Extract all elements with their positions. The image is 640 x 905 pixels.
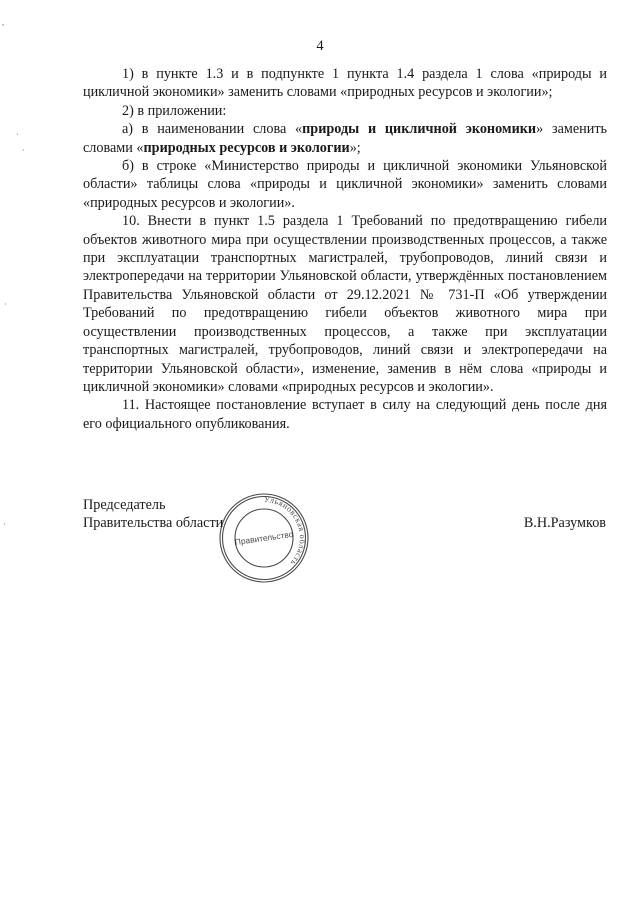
paragraph-3-text-c: » заменить словами «: [83, 121, 607, 156]
signer-title-line-2: Правительства области: [83, 515, 224, 532]
paragraph-3-bold-new-name: природных ресурсов и экологии: [143, 139, 350, 156]
paragraph-3-bold-old-name: природы и цикличной экономики: [302, 121, 537, 138]
paragraph-1: 1) в пункте 1.3 и в подпункте 1 пункта 1.4 раздела 1 слова «природы и цикличной экономики» заменить словами «природных ресурсов и экологии»;: [83, 66, 607, 101]
official-seal: [206, 488, 322, 588]
signer-title-line-1: Председатель: [83, 497, 166, 513]
scan-edge-marks: , · · · ·: [2, 18, 25, 529]
paragraph-2: 2) в приложении:: [122, 102, 227, 119]
document-body: [83, 65, 607, 433]
paragraph-4: б) в строке «Министерство природы и цикличной экономики Ульяновской области» таблицы слова «природы и цикличной экономики» заменить словами «природных ресурсов и экологии».: [83, 158, 607, 211]
paragraph-3-text-d: »;: [349, 139, 361, 156]
signer-name: В.Н.Разумков: [523, 515, 606, 531]
paragraph-6: 11. Настоящее постановление вступает в силу на следующий день после дня его официального опубликования.: [83, 397, 607, 432]
paragraph-3-text-a: а) в наименовании слова «: [122, 121, 303, 138]
page-number: 4: [316, 38, 324, 54]
seal-center-text: Правительство: [234, 528, 294, 548]
signer-title: [83, 496, 223, 533]
seal-ring-text: Ульяновская область: [263, 494, 307, 568]
paragraph-3: [83, 120, 607, 157]
paragraph-5: 10. Внести в пункт 1.5 раздела 1 Требований по предотвращению гибели объектов животного мира при осуществлении производственных процессов, а также при эксплуатации транспортных магистралей, трубопроводов, линий связи и электропередачи на территории Ульяновской области, утверждённых постановлением Правительства Ульяновской области от 29.12.2021 № 731-П «Об утверждении Требований по предотвращению гибели объектов животного мира при осуществлении производственных процессов, а также при эксплуатации транспортных магистралей, трубопроводов, линий связи и электропередачи на территории Ульяновской области», изменение, заменив в нём слова «природы и цикличной экономики» словами «природных ресурсов и экологии».: [83, 213, 607, 395]
